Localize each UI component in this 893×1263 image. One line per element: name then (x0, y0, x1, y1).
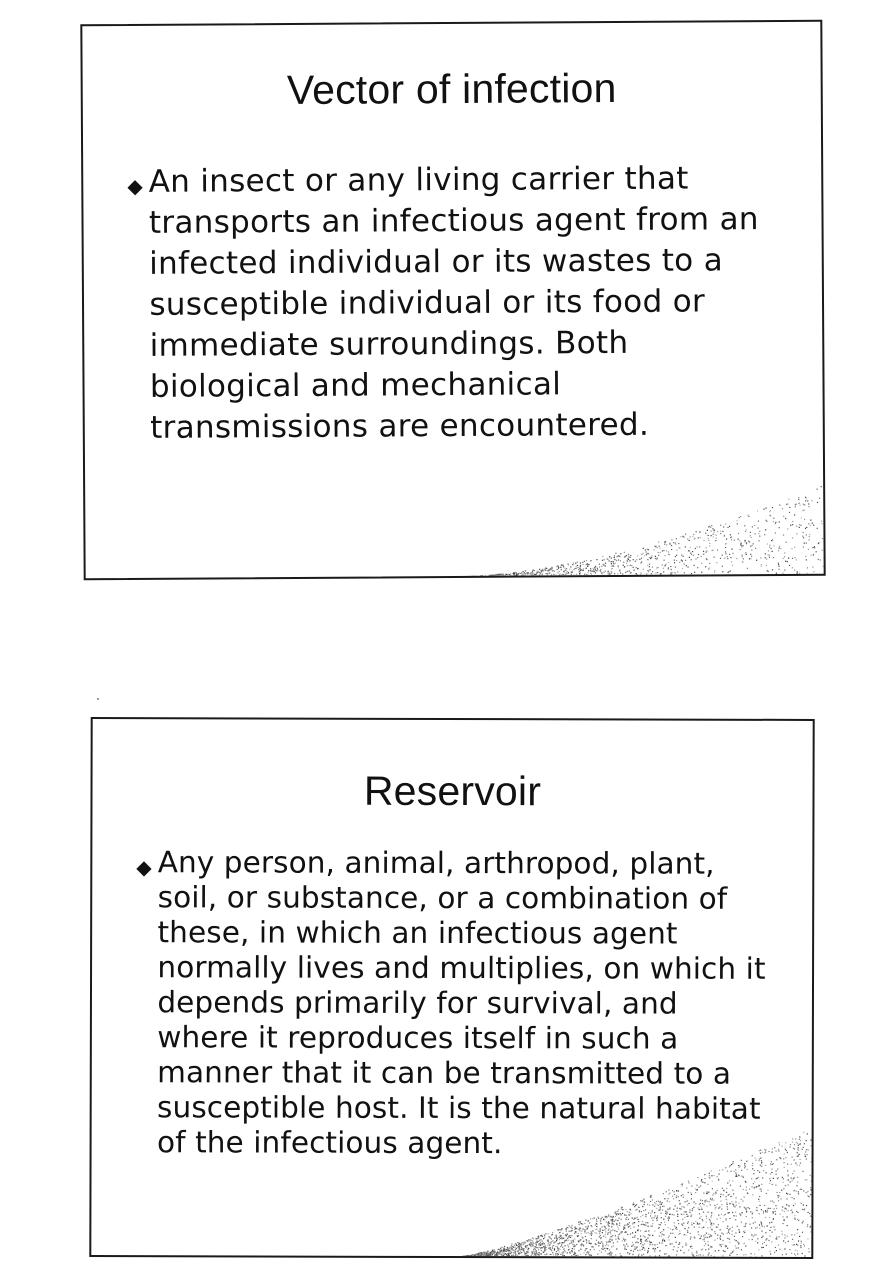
diamond-bullet-icon: ◆ (136, 855, 152, 880)
slide-vector-of-infection (80, 20, 825, 581)
bullet-item (136, 845, 777, 1162)
bullet-text: Any person, animal, arthropod, plant, soil, or substance, or a combination of these, in which an infectious agent normally lives and multiplies, on which it depends primarily for survival, and where it reproduces itself in such a manner that it can be transmitted to a susceptible host. It is the natural habitat of the infectious agent. (156, 845, 766, 1161)
slide-reservoir (89, 717, 814, 1259)
slide-title: Vector of infection (286, 64, 617, 114)
diamond-bullet-icon: ◆ (127, 173, 143, 198)
scan-noise-decoration (463, 484, 824, 576)
scan-speck (97, 698, 99, 700)
bullet-item (127, 158, 789, 449)
slide-title: Reservoir (363, 767, 542, 815)
bullet-text: An insect or any living carrier that transports an infectious agent from an infected individual or its wastes to a susceptible individual or its food or immediate surroundings. Both biological and mechanical transmissions are encountered. (148, 160, 759, 446)
